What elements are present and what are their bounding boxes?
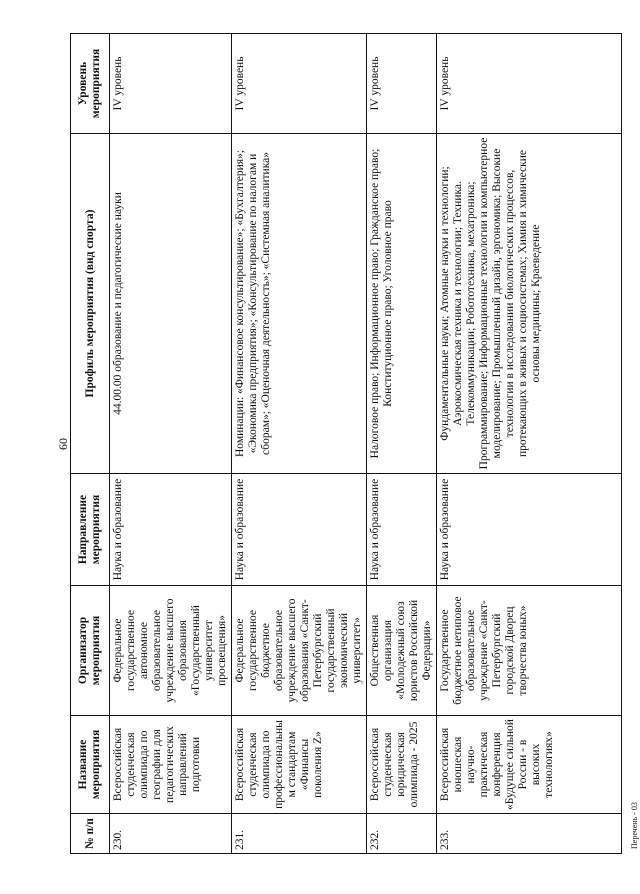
- cell-name: Всероссийская юношеская научно-практическая конференция «Будущее сильной России - в высоких технологиях»: [437, 716, 622, 814]
- cell-level: IV уровень: [437, 34, 622, 134]
- cell-organizer: Общественная организация «Молодежный союз юристов Российской Федерации»: [367, 586, 437, 716]
- cell-name: Всероссийская студенческая олимпиада по профессиональным стандартам «Финансы поколения Z»: [232, 716, 367, 814]
- header-name: Название мероприятия: [71, 716, 110, 814]
- cell-level: IV уровень: [367, 34, 437, 134]
- cell-profile: Номинации: «Финансовое консультирование»; «Бухгалтерия»; «Экономика предприятия»; «Консультирование по налогам и сборам»; «Оценочная деятельность»; «Системная аналитика»: [232, 134, 367, 474]
- cell-organizer: Федеральное государственное бюджетное образовательное учреждение высшего образования «Санкт-Петербургский государственный экономический университет»: [232, 586, 367, 716]
- header-level: Уровень мероприятия: [71, 34, 110, 134]
- table-header-row: [71, 34, 110, 854]
- page-number: 60: [56, 438, 70, 450]
- table-row: [110, 34, 232, 854]
- cell-name: Всероссийская студенческая юридическая олимпиада - 2025: [367, 716, 437, 814]
- header-direction: Направление мероприятия: [71, 474, 110, 586]
- cell-direction: Наука и образование: [437, 474, 622, 586]
- table-row: [437, 34, 622, 854]
- rotated-page: [55, 34, 639, 854]
- footer-label: Перечень - 03: [630, 802, 639, 849]
- events-table: [70, 33, 622, 854]
- cell-organizer: Федеральное государственное автономное образовательное учреждение высшего образования «Государственный университет просвещения»: [110, 586, 232, 716]
- cell-direction: Наука и образование: [367, 474, 437, 586]
- cell-direction: Наука и образование: [110, 474, 232, 586]
- table-row: [367, 34, 437, 854]
- table-row: [232, 34, 367, 854]
- cell-profile: Фундаментальные науки; Атомные науки и технологии; Аэрокосмическая техника и технологии; Техника. Телекоммуникации; Робототехника, мехатроника; Программирование; Информационные технологии и компьютерное моделирование; Промышленный дизайн, эргономика; Высокие технологии в исследовании биологических процессов, протекающих в живых и социосистемах; Химия и химические основы медицины; Краеведение: [437, 134, 622, 474]
- cell-profile: 44.00.00 образование и педагогические науки: [110, 134, 232, 474]
- cell-level: IV уровень: [110, 34, 232, 134]
- cell-num: 233.: [437, 814, 622, 854]
- header-num: № п/п: [71, 814, 110, 854]
- header-organizer: Организатор мероприятия: [71, 586, 110, 716]
- cell-direction: Наука и образование: [232, 474, 367, 586]
- header-profile: Профиль мероприятия (вид спорта): [71, 134, 110, 474]
- cell-num: 230.: [110, 814, 232, 854]
- cell-num: 231.: [232, 814, 367, 854]
- cell-organizer: Государственное бюджетное нетиповое образовательное учреждение «Санкт-Петербургский городской Дворец творчества юных»: [437, 586, 622, 716]
- cell-num: 232.: [367, 814, 437, 854]
- cell-name: Всероссийская студенческая олимпиада по географии для педагогических направлений подготовки: [110, 716, 232, 814]
- cell-level: IV уровень: [232, 34, 367, 134]
- cell-profile: Налоговое право; Информационное право; Гражданское право; Конституционное право; Уголовное право: [367, 134, 437, 474]
